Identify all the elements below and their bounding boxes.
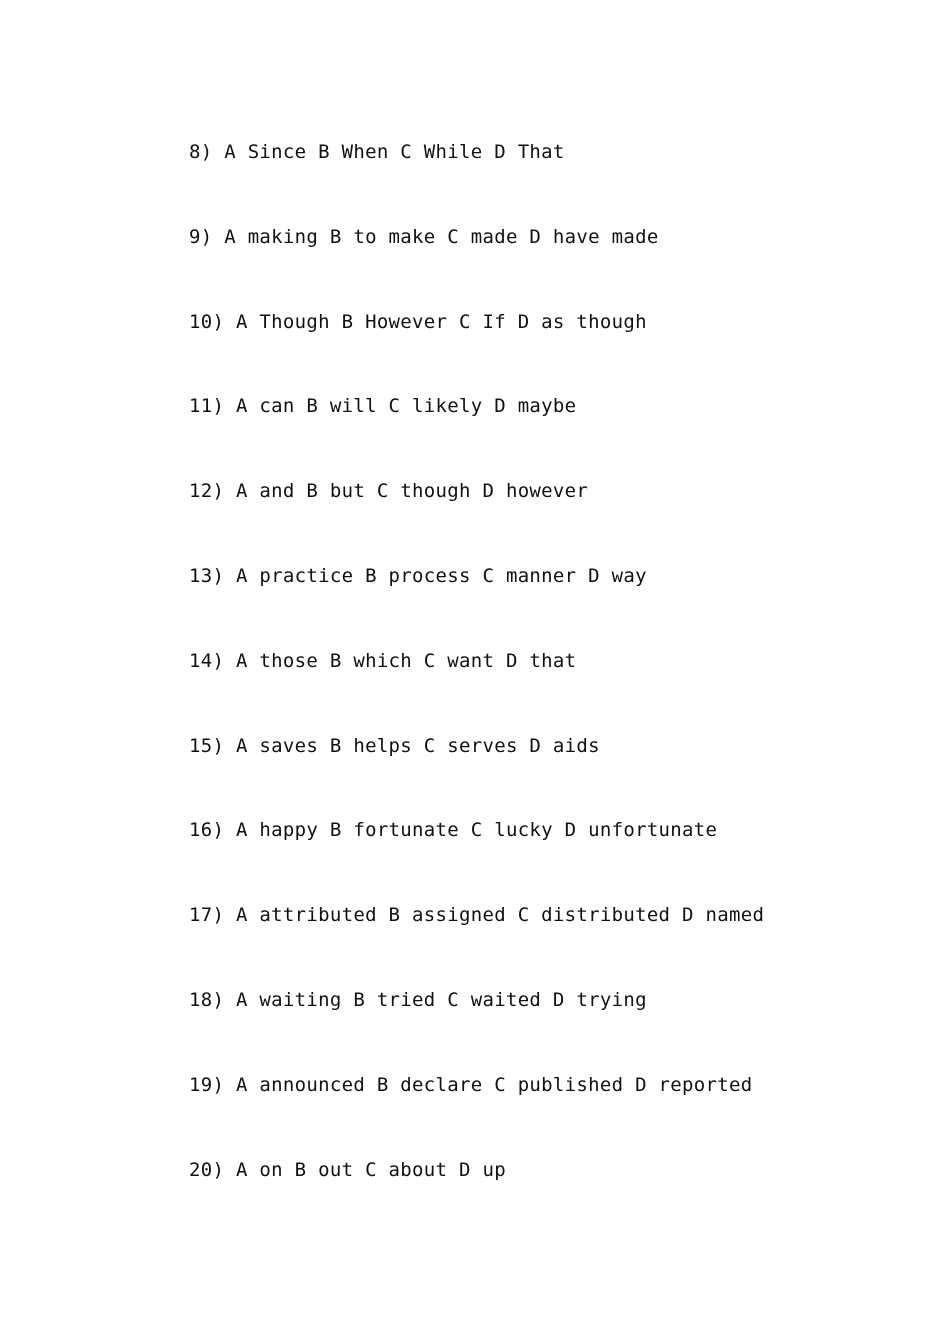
- question-19-options: 19) A announced B declare C published D reported: [189, 1073, 753, 1096]
- question-8-options: 8) A Since B When C While D That: [189, 141, 565, 163]
- question-16-options: 16) A happy B fortunate C lucky D unfortunate: [189, 819, 718, 842]
- question-11-options: 11) A can B will C likely D maybe: [189, 395, 577, 418]
- question-14-options: 14) A those B which C want D that: [189, 649, 577, 672]
- question-10-options: 10) A Though B However C If D as though: [189, 310, 647, 333]
- question-17-options: 17) A attributed B assigned C distributed D named: [189, 904, 765, 927]
- question-13-options: 13) A practice B process C manner D way: [189, 564, 647, 587]
- question-15-options: 15) A saves B helps C serves D aids: [189, 734, 600, 757]
- question-9-options: 9) A making B to make C made D have made: [189, 225, 659, 248]
- question-12-options: 12) A and B but C though D however: [189, 480, 589, 503]
- question-20-options: 20) A on B out C about D up: [189, 1158, 506, 1181]
- question-18-options: 18) A waiting B tried C waited D trying: [189, 988, 647, 1011]
- answer-options-list: [189, 137, 764, 1239]
